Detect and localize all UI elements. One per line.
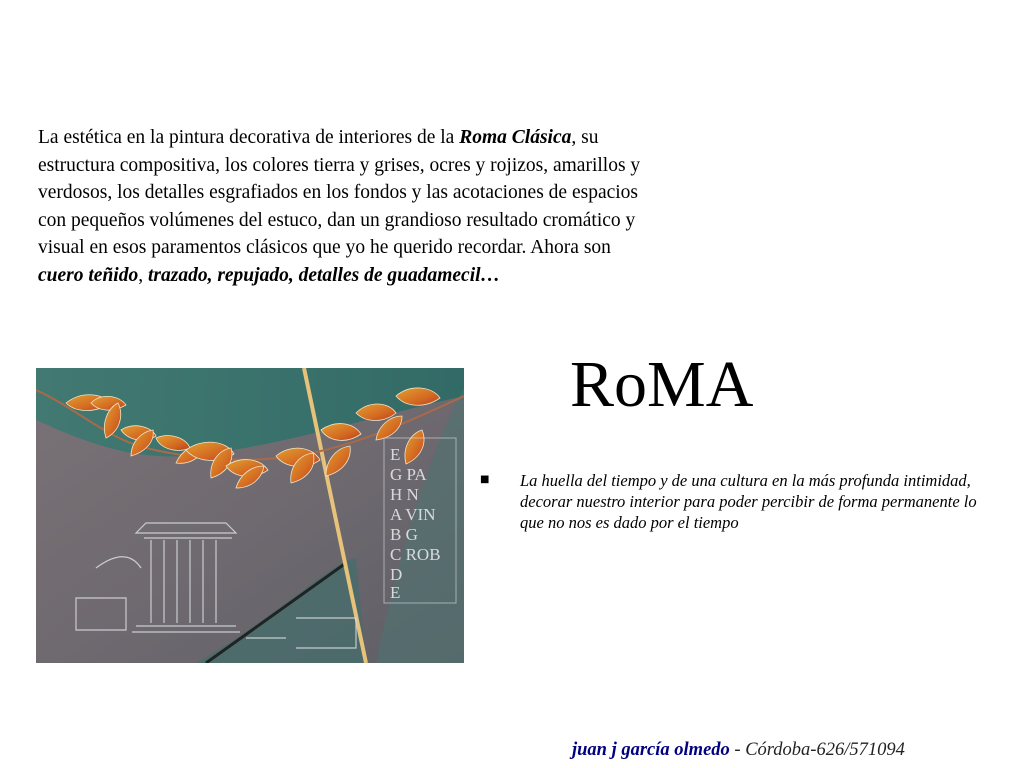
- inscription-line-3: H N: [390, 485, 419, 504]
- intro-text-3: ,: [138, 264, 148, 286]
- intro-emphasis-roma: Roma Clásica: [459, 127, 572, 148]
- footer-contact: - Córdoba-626/571094: [729, 740, 905, 760]
- footer-credit: [572, 738, 905, 762]
- inscription-line-8: E: [390, 583, 401, 602]
- intro-emphasis-trazado: trazado, repujado, detalles de guadamecil…: [147, 264, 501, 286]
- inscription-line-2: G PA: [390, 465, 427, 484]
- inscription-line-1: E: [390, 445, 401, 464]
- inscription-line-6: C ROB: [390, 545, 441, 564]
- footer-author: juan j garcía olmedo: [572, 740, 730, 760]
- intro-paragraph: [38, 124, 660, 289]
- bullet-square-icon: ■: [480, 474, 490, 485]
- artwork-image: [36, 368, 464, 663]
- artwork-svg: [36, 368, 464, 663]
- bullet-text: La huella del tiempo y de una cultura en la más profunda intimidad, decorar nuestro interior para poder percibir de forma permanente lo que no nos es dado por el tiempo: [520, 471, 977, 532]
- intro-text-1: La estética en la pintura decorativa de interiores de la: [38, 127, 460, 148]
- inscription-line-5: B G: [390, 525, 418, 544]
- inscription-line-7: D: [390, 565, 403, 584]
- page-title: RoMA: [570, 348, 754, 421]
- bullet-item: [480, 470, 1000, 533]
- intro-text-2: , su estructura compositiva, los colores tierra y grises, ocres y rojizos, amarillos y verdosos, los detalles esgrafiados en los fondos y las acotaciones de espacios con pequeños volúmenes del estuco, dan un grandioso resultado cromático y visual en esos paramentos clásicos que yo he querido recordar. Ahora son: [38, 127, 641, 258]
- inscription-line-4: A VIN: [390, 505, 436, 524]
- intro-emphasis-cuero: cuero teñido: [38, 264, 139, 286]
